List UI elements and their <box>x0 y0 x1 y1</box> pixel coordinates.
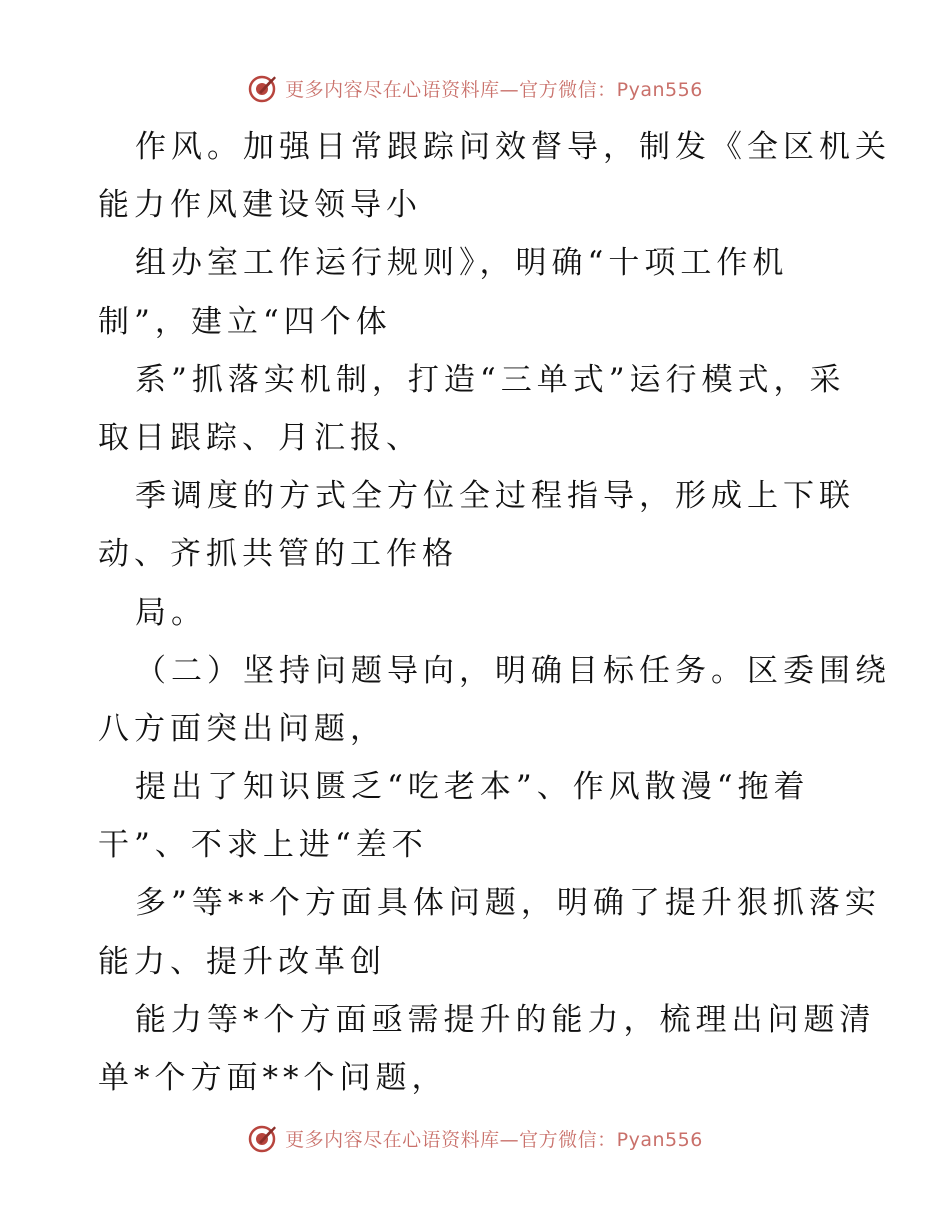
section-heading-line: （二）坚持问题导向，明确目标任务。区委围绕 <box>135 652 891 689</box>
text-line: 作风。加强日常跟踪问效督导，制发《全区机关 <box>135 129 891 165</box>
text-line: 能力等*个方面亟需提升的能力，梳理出问题清 <box>135 1001 876 1038</box>
body-text <box>98 118 891 1107</box>
watermark-text: 更多内容尽在心语资料库—官方微信：Pyan556 <box>285 1128 703 1151</box>
text-line: 取日跟踪、月汇报、 <box>98 419 422 456</box>
text-line: 能力作风建设领导小 <box>98 187 422 224</box>
footer-watermark <box>0 1122 950 1154</box>
text-line: 多”等**个方面具体问题，明确了提升狠抓落实 <box>135 885 881 922</box>
text-line: 能力、提升改革创 <box>98 943 386 980</box>
text-line: 动、齐抓共管的工作格 <box>98 536 458 573</box>
text-line: 制”，建立“四个体 <box>98 303 392 340</box>
text-line: 单*个方面**个问题， <box>98 1060 448 1096</box>
text-line: 干”、不求上进“差不 <box>98 827 428 864</box>
quill-seal-icon <box>247 72 279 104</box>
watermark-text: 更多内容尽在心语资料库—官方微信：Pyan556 <box>285 78 703 101</box>
text-line: 八方面突出问题， <box>98 710 386 747</box>
text-line: 系”抓落实机制，打造“三单式”运行模式，采 <box>135 361 846 398</box>
text-line: 提出了知识匮乏“吃老本”、作风散漫“拖着 <box>135 769 810 806</box>
text-line: 季调度的方式全方位全过程指导，形成上下联 <box>135 478 855 515</box>
text-line: 局。 <box>135 594 207 631</box>
quill-seal-icon <box>247 1122 279 1154</box>
header-watermark <box>0 72 950 104</box>
text-line: 组办室工作运行规则》，明确“十项工作机 <box>135 245 789 282</box>
